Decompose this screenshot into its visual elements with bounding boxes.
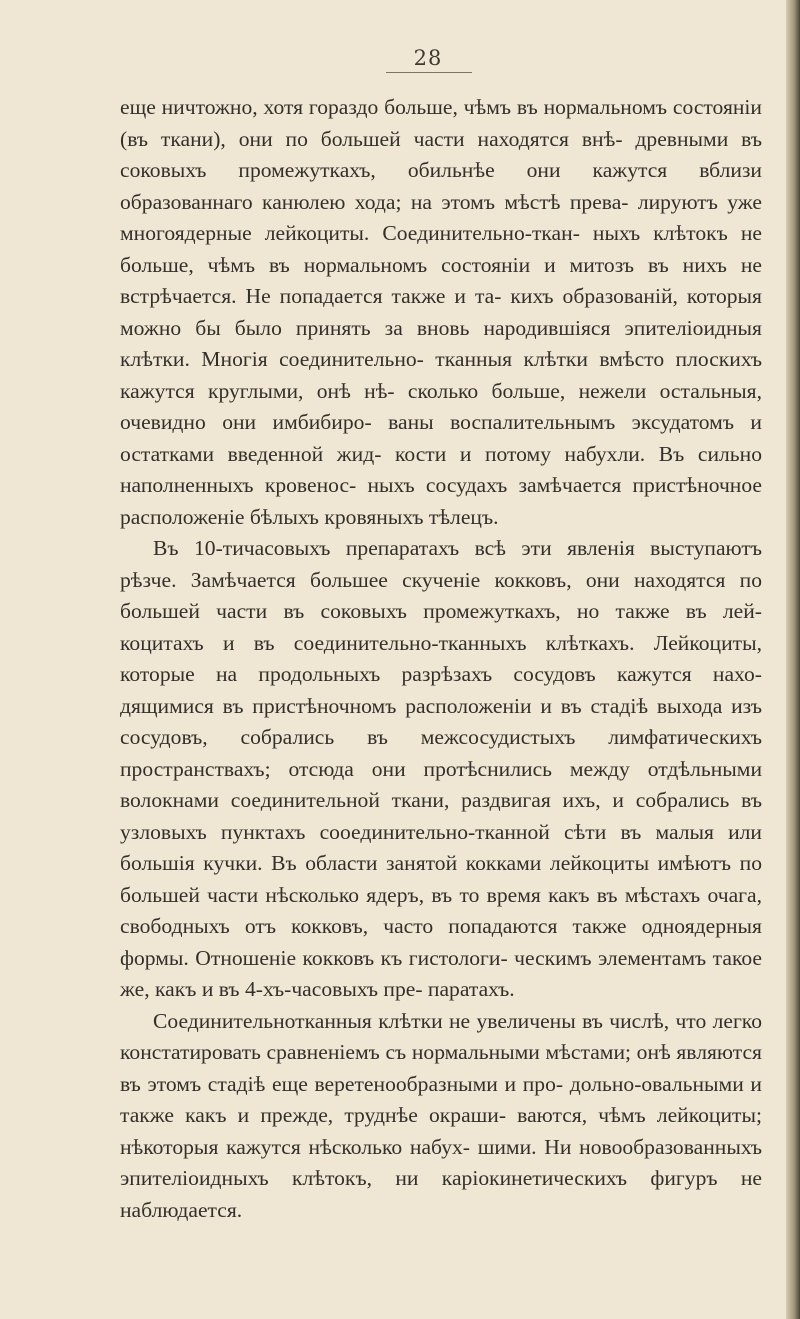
paragraph-1: еще ничтожно, хотя гораздо больше, чѣмъ въ нормальномъ состояніи (въ ткани), они по большей части находятся внѣ- древными въ соковыхъ промежуткахъ, обильнѣе они кажутся вблизи образованнаго канюлею хода; на этомъ мѣстѣ прева- лируютъ уже многоядерные лейкоциты. Соединительно-ткан- ныхъ клѣтокъ не больше, чѣмъ въ нормальномъ состояніи и митозъ въ нихъ не встрѣчается. Не попадается также и та- кихъ образованій, которыя можно бы было принять за вновь народившіяся эпителіоидныя клѣтки. Многія соединительно- тканныя клѣтки вмѣсто плоскихъ кажутся круглыми, онѣ нѣ- сколько больше, нежели остальныя, очевидно они имбибиро- ваны воспалительнымъ эксудатомъ и остатками введенной жид- кости и потому набухли. Въ сильно наполненныхъ кровенос- ныхъ сосудахъ замѣчается пристѣночное расположеніе бѣлыхъ кровяныхъ тѣлецъ. (120, 95, 762, 529)
page-edge-shadow (786, 0, 800, 1319)
page-number: 28 (413, 46, 443, 70)
paragraph-2: Въ 10-тичасовыхъ препаратахъ всѣ эти явленія выступаютъ рѣзче. Замѣчается большее скученіе кокковъ, они находятся по большей части въ соковыхъ промежуткахъ, но также въ лей- коцитахъ и въ соединительно-тканныхъ клѣткахъ. Лейкоциты, которые на продольныхъ разрѣзахъ сосудовъ кажутся нахо- дящимися въ пристѣночномъ расположеніи и въ стадіѣ выхода изъ сосудовъ, собрались въ межсосудистыхъ лимфатическихъ пространствахъ; отсюда они протѣснились между отдѣльными волокнами соединительной ткани, раздвигая ихъ, и собрались въ узловыхъ пунктахъ сооединительно-тканной сѣти въ малыя или большія кучки. Въ области занятой кокками лейкоциты имѣютъ по большей части нѣсколько ядеръ, въ то время какъ въ мѣстахъ очага, свободныхъ отъ кокковъ, часто попадаются также одноядерныя формы. Отношеніе кокковъ къ гистологи- ческимъ элементамъ такое же, какъ и въ 4-хъ-часовыхъ пре- паратахъ. (120, 536, 762, 1001)
page-number-rule (386, 72, 472, 73)
paragraph-3: Соединительнотканныя клѣтки не увеличены въ числѣ, что легко констатировать сравненіемъ съ нормальными мѣстами; онѣ являются въ этомъ стадіѣ еще веретенообразными и про- дольно-овальными и также какъ и прежде, труднѣе окраши- ваются, чѣмъ лейкоциты; нѣкоторыя кажутся нѣсколько набух- шими. Ни новообразованныхъ эпителіоидныхъ клѣтокъ, ни каріокинетическихъ фигуръ не наблюдается. (120, 1008, 762, 1222)
body-text (120, 92, 762, 1226)
